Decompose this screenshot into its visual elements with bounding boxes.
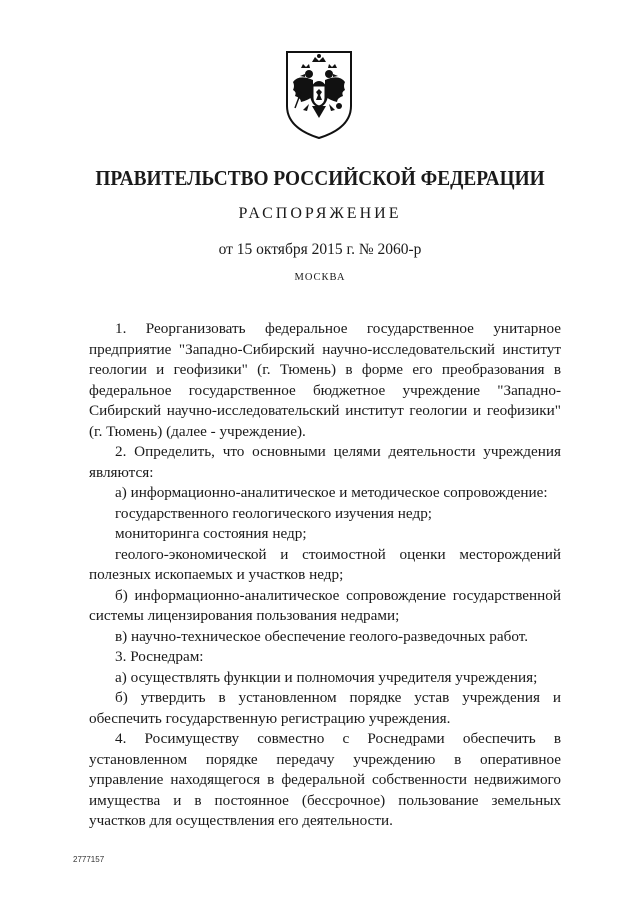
document-type: РАСПОРЯЖЕНИЕ bbox=[238, 205, 402, 222]
paragraph-3b: б) утвердить в установленном порядке устав учреждения и обеспечить государственную регистрацию учреждения. bbox=[89, 689, 561, 727]
paragraph-2a-item-3: геолого-экономической и стоимостной оценки месторождений полезных ископаемых и участков недр; bbox=[89, 545, 561, 583]
paragraph-2a-item-1: государственного геологического изучения недр; bbox=[115, 504, 433, 522]
paragraph-3: 3. Роснедрам: bbox=[115, 648, 204, 665]
document-date-number: от 15 октября 2015 г. № 2060-р bbox=[218, 241, 422, 258]
paragraph-3a: а) осуществлять функции и полномочия учредителя учреждения; bbox=[115, 668, 538, 686]
russian-coat-of-arms-icon bbox=[279, 48, 359, 140]
footer-document-code: 2777157 bbox=[73, 855, 105, 864]
government-title: ПРАВИТЕЛЬСТВО РОССИЙСКОЙ ФЕДЕРАЦИИ bbox=[95, 166, 545, 190]
paragraph-2c: в) научно-техническое обеспечение геолого-разведочных работ. bbox=[115, 627, 529, 645]
paragraph-2: 2. Определить, что основными целями деятельности учреждения являются: bbox=[89, 443, 561, 481]
paragraph-4: 4. Росимуществу совместно с Роснедрами обеспечить в установленном порядке передачу учреждению в оперативное управление находящегося в федеральной собственности недвижимого имущества и в постоянное (бессрочное) пользование земельных участков для осуществления его деятельности. bbox=[89, 730, 561, 829]
document-city: МОСКВА bbox=[294, 272, 346, 283]
paragraph-2a: а) информационно-аналитическое и методическое сопровождение: bbox=[115, 484, 548, 501]
paragraph-2a-item-2: мониторинга состояния недр; bbox=[115, 525, 307, 542]
paragraph-2b: б) информационно-аналитическое сопровождение государственной системы лицензирования пользования недрами; bbox=[89, 586, 561, 624]
document-body bbox=[89, 319, 561, 832]
paragraph-1: 1. Реорганизовать федеральное государственное унитарное предприятие "Западно-Сибирский научно-исследовательский институт геологии и геофизики" (г. Тюмень) в форме его преобразования в федеральное государственное бюджетное учреждение "Западно-Сибирский научно-исследовательский институт геологии и геофизики" (г. Тюмень) (далее - учреждение). bbox=[89, 320, 561, 440]
